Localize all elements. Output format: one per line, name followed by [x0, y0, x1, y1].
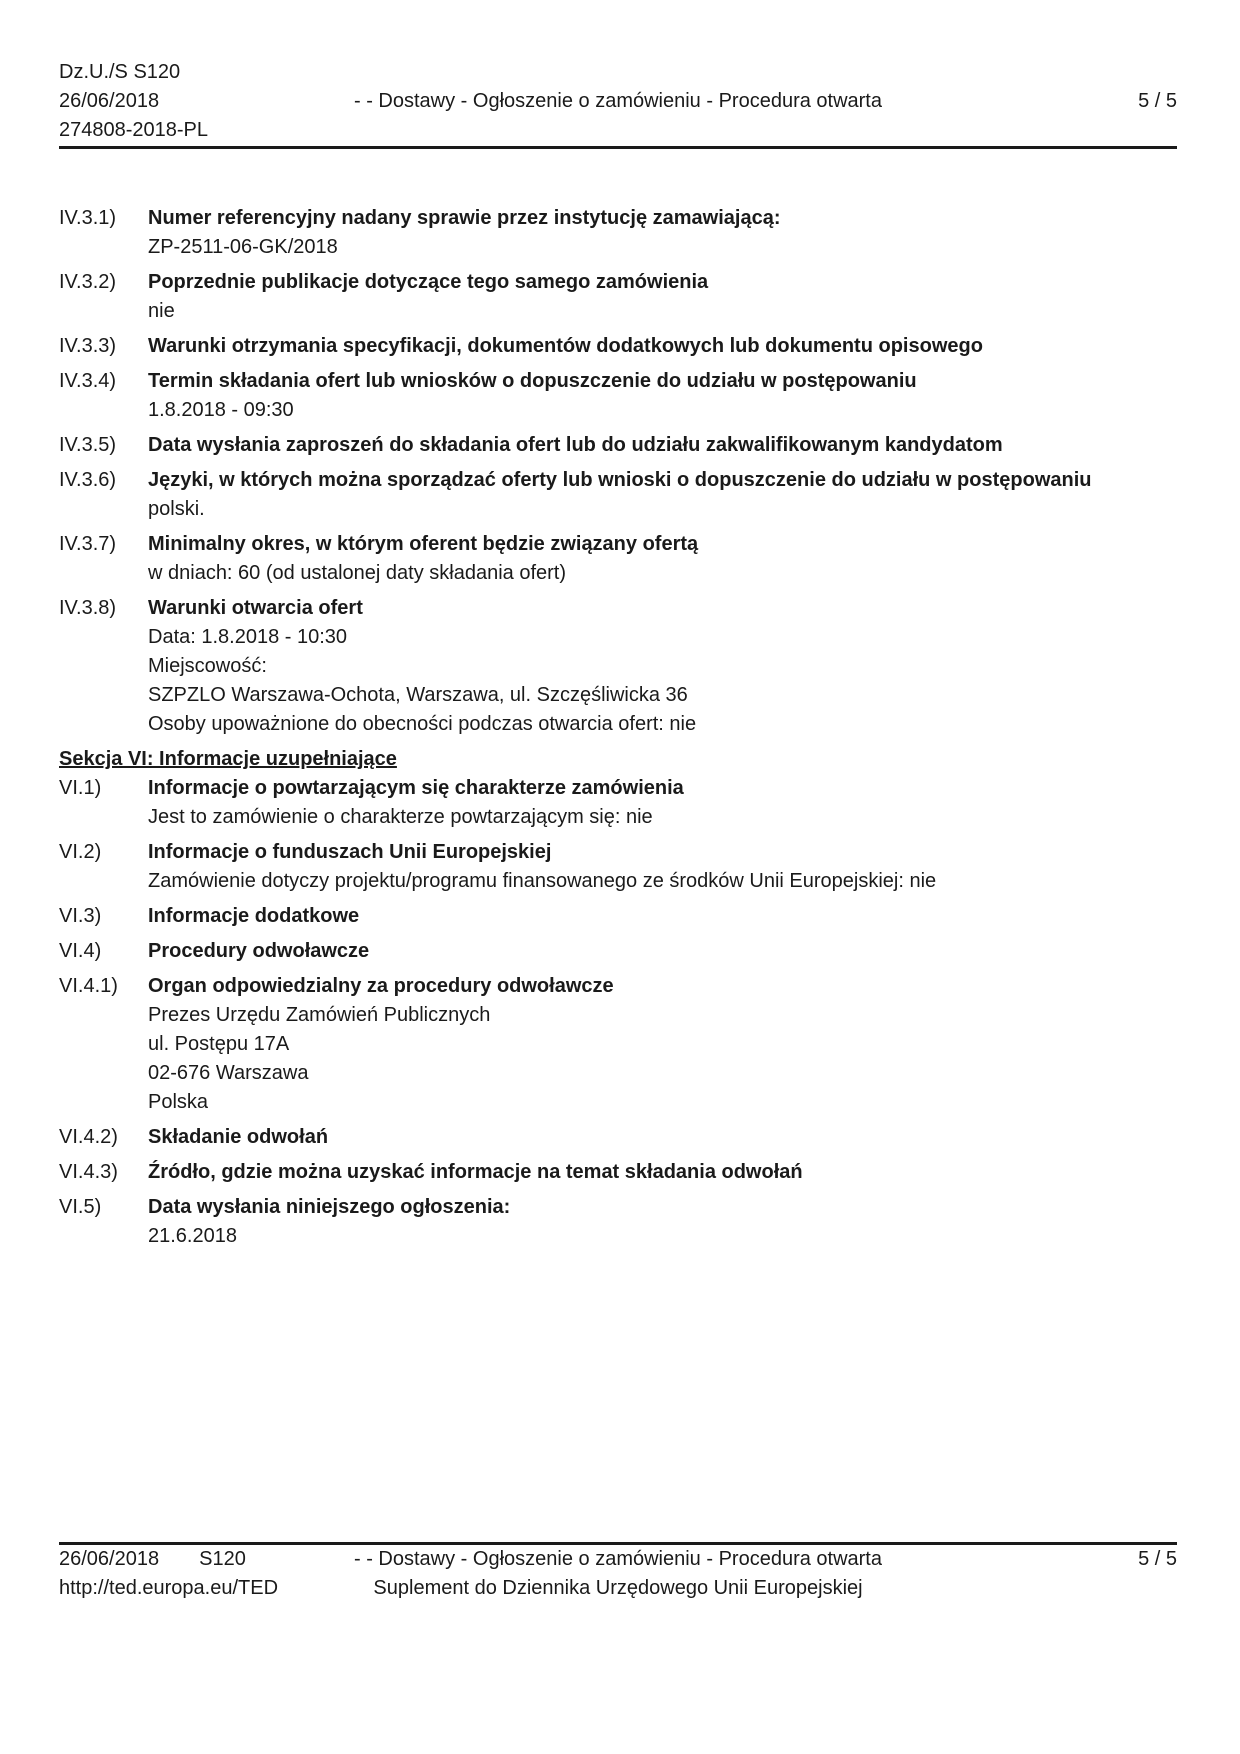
footer-page-number: 5 / 5 — [1138, 1548, 1177, 1570]
section-number: IV.3.4) — [59, 370, 117, 392]
section-body — [148, 937, 1177, 966]
section-body — [148, 466, 1177, 524]
section-item — [59, 1123, 1177, 1152]
section-value: Jest to zamówienie o charakterze powtarzającym się: nie — [148, 806, 653, 828]
section-body — [148, 367, 1177, 425]
section-value: Zamówienie dotyczy projektu/programu finansowanego ze środków Unii Europejskiej: nie — [148, 870, 937, 892]
section-item — [59, 1193, 1177, 1251]
section-item — [59, 937, 1177, 966]
section-value: polski. — [148, 498, 205, 520]
section-title: Data wysłania zaproszeń do składania ofert lub do udziału zakwalifikowanym kandydatom — [148, 434, 1003, 456]
section-body — [148, 530, 1177, 588]
section-value: Miejscowość: — [148, 655, 267, 677]
section-vi-list — [59, 774, 1177, 1251]
page-footer — [59, 1545, 1177, 1605]
section-body — [148, 774, 1177, 832]
section-title: Informacje dodatkowe — [148, 905, 360, 927]
section-title: Źródło, gdzie można uzyskać informacje na temat składania odwołań — [148, 1161, 803, 1183]
section-title: Procedury odwoławcze — [148, 940, 370, 962]
section-title: Warunki otrzymania specyfikacji, dokumentów dodatkowych lub dokumentu opisowego — [148, 335, 983, 357]
section-title: Poprzednie publikacje dotyczące tego samego zamówienia — [148, 271, 709, 293]
section-value: ZP-2511-06-GK/2018 — [148, 236, 338, 258]
section-item — [59, 838, 1177, 896]
section-item — [59, 774, 1177, 832]
section-value: Polska — [148, 1091, 209, 1113]
section-title: Składanie odwołań — [148, 1126, 329, 1148]
header-title: - - Dostawy - Ogłoszenie o zamówieniu - Procedura otwarta — [354, 90, 882, 112]
section-item — [59, 332, 1177, 361]
page-header — [59, 58, 1177, 148]
section-number: VI.4) — [59, 940, 102, 962]
section-value: nie — [148, 300, 175, 322]
section-body — [148, 1158, 1177, 1187]
section-item — [59, 594, 1177, 739]
section-number: VI.3) — [59, 905, 102, 927]
section-number: IV.3.7) — [59, 533, 117, 555]
section-title: Termin składania ofert lub wniosków o dopuszczenie do udziału w postępowaniu — [148, 370, 917, 392]
section-value: Prezes Urzędu Zamówień Publicznych — [148, 1004, 491, 1026]
header-journal: Dz.U./S S120 — [59, 61, 181, 83]
section-item — [59, 902, 1177, 931]
section-title: Języki, w których można sporządzać oferty lub wnioski o dopuszczenie do udziału w postępowaniu — [148, 469, 1092, 491]
section-value: 21.6.2018 — [148, 1225, 237, 1247]
section-item — [59, 1158, 1177, 1187]
section-value: Osoby upoważnione do obecności podczas otwarcia ofert: nie — [148, 713, 697, 735]
section-number: IV.3.8) — [59, 597, 117, 619]
section-item — [59, 204, 1177, 262]
section-item — [59, 367, 1177, 425]
section-number: VI.4.1) — [59, 975, 118, 997]
section-number: IV.3.6) — [59, 469, 117, 491]
section-value: SZPZLO Warszawa-Ochota, Warszawa, ul. Szczęśliwicka 36 — [148, 684, 688, 706]
section-number: IV.3.2) — [59, 271, 117, 293]
section-body — [148, 431, 1177, 460]
footer-date: 26/06/2018 — [59, 1548, 160, 1570]
section-number: VI.1) — [59, 777, 102, 799]
section-body — [148, 1123, 1177, 1152]
section-title: Organ odpowiedzialny za procedury odwoławcze — [148, 975, 614, 997]
section-number: IV.3.3) — [59, 335, 117, 357]
section-item — [59, 972, 1177, 1117]
section-title: Informacje o funduszach Unii Europejskiej — [148, 841, 552, 863]
section-title: Warunki otwarcia ofert — [148, 597, 363, 619]
section-item — [59, 268, 1177, 326]
section-body — [148, 838, 1177, 896]
footer-title: - - Dostawy - Ogłoszenie o zamówieniu - Procedura otwarta — [354, 1548, 882, 1570]
footer-url: http://ted.europa.eu/TED — [59, 1577, 279, 1599]
section-body — [148, 332, 1177, 361]
section-number: VI.5) — [59, 1196, 102, 1218]
section-value: Data: 1.8.2018 - 10:30 — [148, 626, 348, 648]
header-page-number: 5 / 5 — [1138, 90, 1177, 112]
section-value: w dniach: 60 (od ustalonej daty składania ofert) — [148, 562, 567, 584]
section-body — [148, 1193, 1177, 1251]
section-title: Data wysłania niniejszego ogłoszenia: — [148, 1196, 511, 1218]
section-iv-list — [59, 204, 1177, 739]
section-item — [59, 530, 1177, 588]
section-number: VI.2) — [59, 841, 102, 863]
section-title: Minimalny okres, w którym oferent będzie związany ofertą — [148, 533, 699, 555]
section-title: Informacje o powtarzającym się charakterze zamówienia — [148, 777, 684, 799]
footer-series: S120 — [199, 1548, 246, 1570]
section-value: 02-676 Warszawa — [148, 1062, 309, 1084]
section-body — [148, 268, 1177, 326]
section-body — [148, 902, 1177, 931]
footer-supplement: Suplement do Dziennika Urzędowego Unii Europejskiej — [373, 1577, 863, 1599]
section-number: VI.4.3) — [59, 1161, 118, 1183]
header-notice-id: 274808-2018-PL — [59, 119, 209, 141]
section-number: VI.4.2) — [59, 1126, 118, 1148]
section-value: 1.8.2018 - 09:30 — [148, 399, 294, 421]
main-content — [59, 204, 1177, 1257]
section-item — [59, 466, 1177, 524]
section-body — [148, 972, 1177, 1117]
section-title: Numer referencyjny nadany sprawie przez instytucję zamawiającą: — [148, 207, 781, 229]
section-body — [148, 594, 1177, 739]
header-divider — [59, 146, 1177, 149]
section-number: IV.3.1) — [59, 207, 117, 229]
section-body — [148, 204, 1177, 262]
section-value: ul. Postępu 17A — [148, 1033, 290, 1055]
header-date: 26/06/2018 — [59, 90, 160, 112]
section-vi-heading: Sekcja VI: Informacje uzupełniające — [59, 748, 397, 770]
section-item — [59, 431, 1177, 460]
section-number: IV.3.5) — [59, 434, 117, 456]
